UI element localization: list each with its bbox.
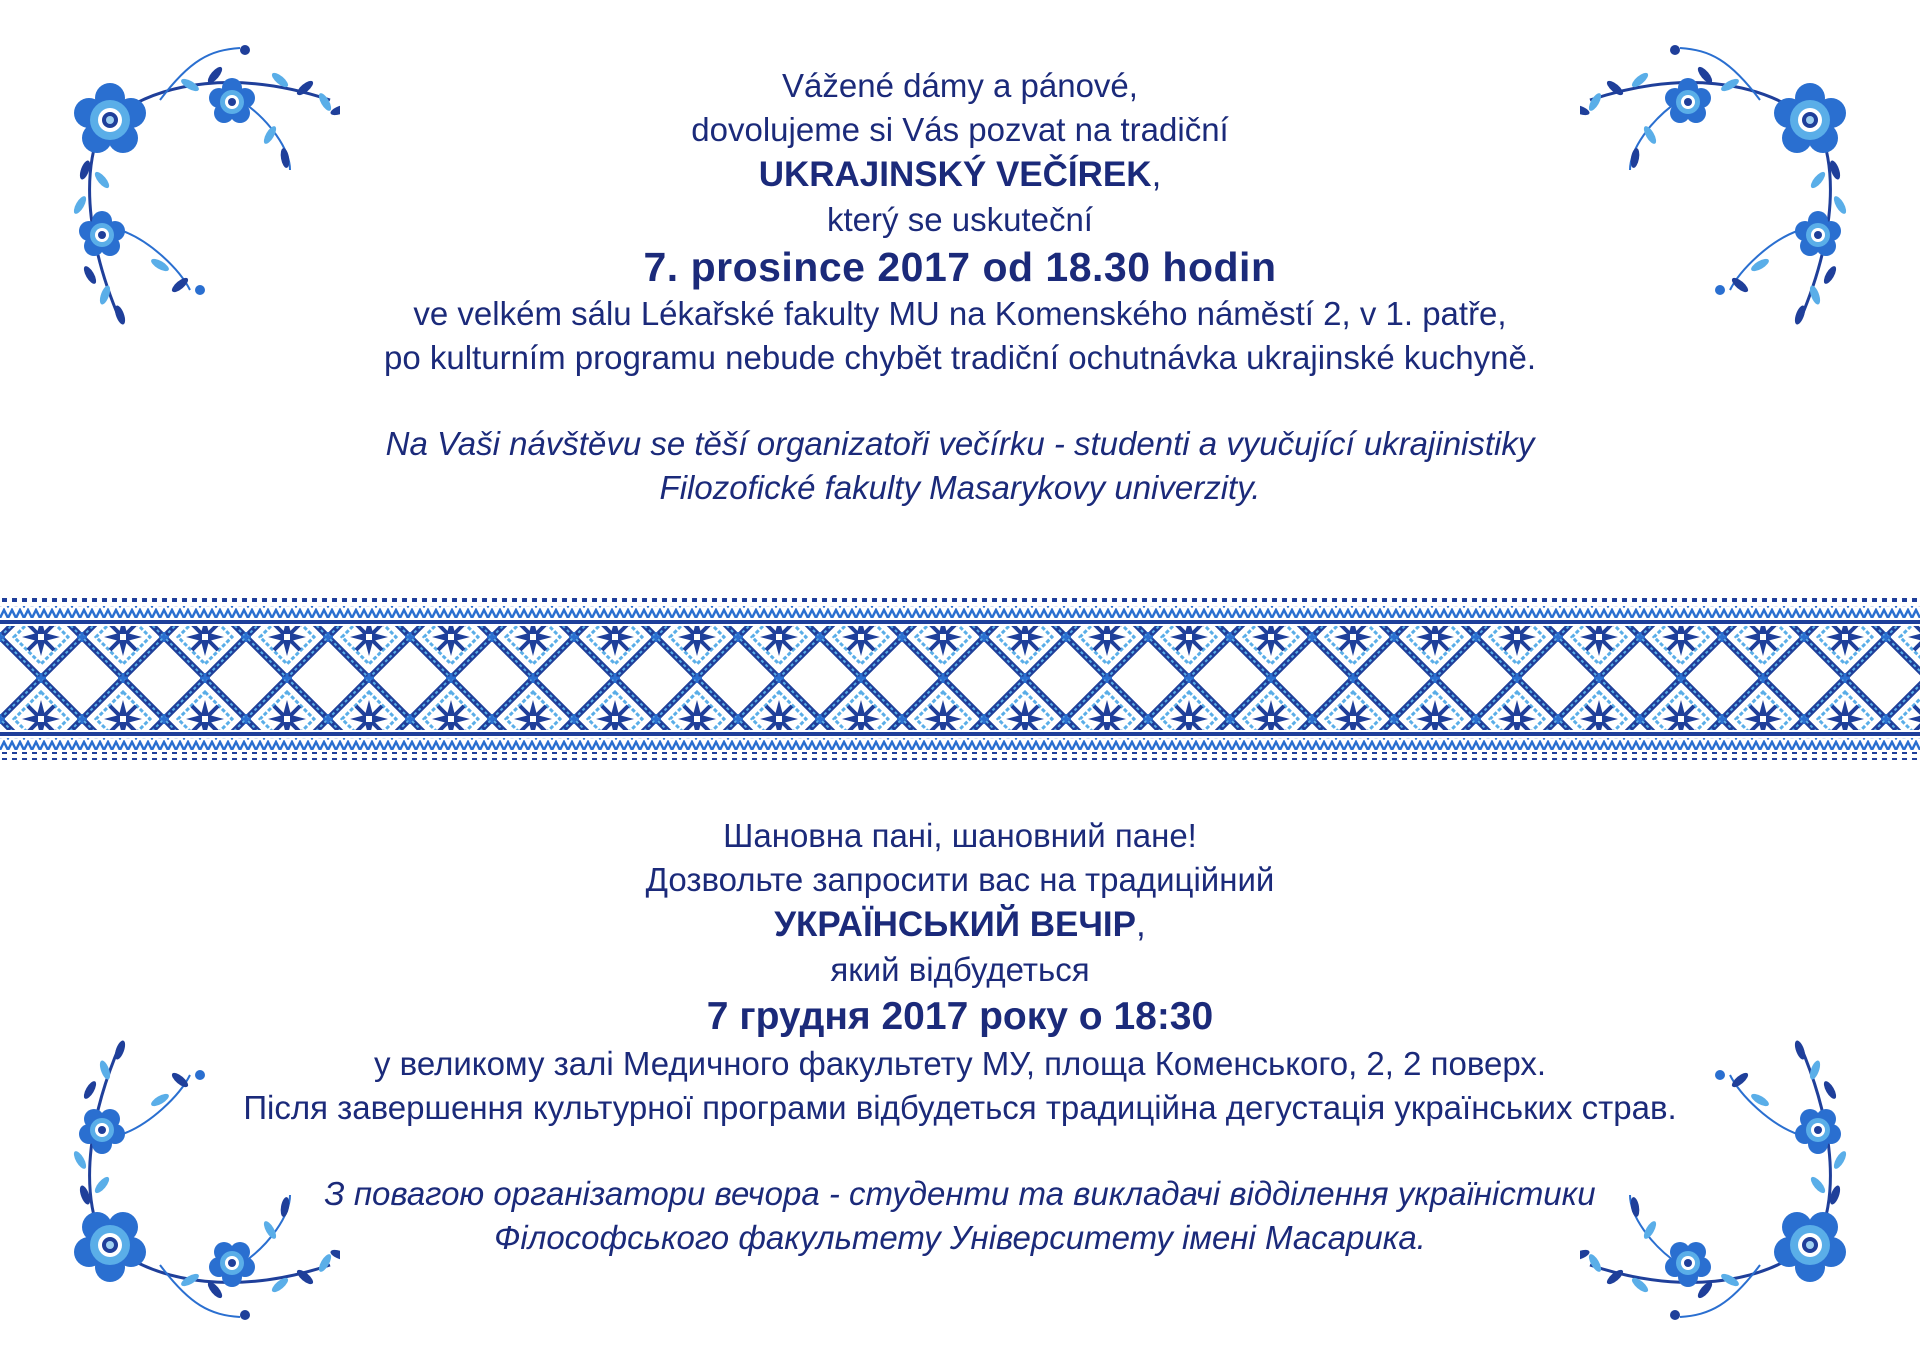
ukrainian-event-title — [0, 902, 1920, 948]
ukrainian-invite: Дозвольте запросити вас на традиційний — [645, 861, 1275, 898]
czech-organizers-line1: Na Vaši návštěvu se těší organizatoři večírku - studenti a vyučující ukrajinistiky — [385, 425, 1535, 462]
ukrainian-event-suffix: , — [1136, 905, 1146, 944]
czech-greeting: Vážené dámy a pánové, — [782, 67, 1138, 104]
ukrainian-organizers-line2: Філософського факультету Університету імені Масарика. — [494, 1219, 1426, 1256]
czech-invitation — [0, 64, 1920, 510]
czech-program: po kulturním programu nebude chybět tradiční ochutnávka ukrajinské kuchyně. — [384, 339, 1536, 376]
ukrainian-takes-place: який відбудеться — [830, 951, 1090, 988]
ukrainian-invitation — [0, 814, 1920, 1260]
czech-event-name: UKRAJINSKÝ VEČÍREK — [758, 155, 1152, 194]
ukrainian-program: Після завершення культурної програми відбудеться традиційна дегустація українських страв. — [243, 1089, 1677, 1126]
czech-invite: dovolujeme si Vás pozvat na tradiční — [691, 111, 1229, 148]
ukrainian-date-time: 7 грудня 2017 року о 18:30 — [706, 995, 1214, 1038]
ukrainian-event-name: УКРАЇНСЬКИЙ ВЕЧІР — [774, 905, 1136, 944]
czech-date-time: 7. prosince 2017 od 18.30 hodin — [643, 244, 1277, 290]
ukrainian-organizers-line1: З повагою організатори вечора - студенти та викладачі відділення україністики — [324, 1175, 1596, 1212]
ukrainian-location: у великому залі Медичного факультету МУ, площа Коменського, 2, 2 поверх. — [373, 1045, 1546, 1082]
ukrainian-greeting: Шановна пані, шановний пане! — [723, 817, 1197, 854]
embroidery-border-icon — [0, 596, 1920, 760]
czech-event-title — [0, 152, 1920, 198]
czech-event-suffix: , — [1151, 155, 1162, 194]
czech-organizers-line2: Filozofické fakulty Masarykovy univerzity. — [659, 469, 1261, 506]
czech-location: ve velkém sálu Lékařské fakulty MU na Komenského náměstí 2, v 1. patře, — [413, 295, 1507, 332]
czech-takes-place: který se uskuteční — [827, 201, 1093, 238]
